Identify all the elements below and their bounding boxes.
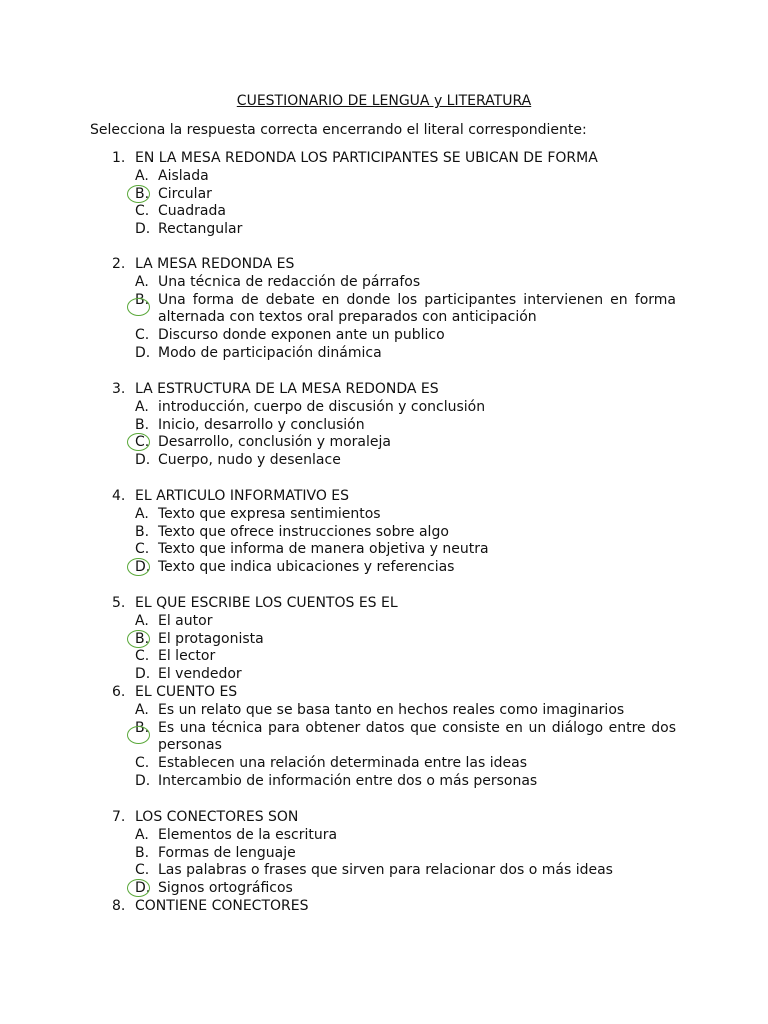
option-text: Una forma de debate en donde los participantes intervienen en forma alternada con textos oral preparados con anticipación [158,291,676,326]
option-letter-text: C. [135,434,150,451]
option-letter-text: D. [135,666,151,683]
option-letter-text: B. [135,416,150,433]
question-number: 4. [112,488,126,504]
question-number: 6. [112,684,126,700]
question-text: CONTIENE CONECTORES [135,898,309,914]
option-letter [135,399,158,417]
options-list [112,399,676,470]
option-text: Es una técnica para obtener datos que consiste en un diálogo entre dos personas [158,719,676,754]
question-line [112,381,676,399]
option-letter [135,827,158,845]
option-letter [135,186,158,204]
option-letter-text: D. [135,452,151,469]
option-letter [135,631,158,649]
option-letter-text: B. [135,844,150,861]
option-text: Texto que informa de manera objetiva y neutra [158,541,489,558]
option-letter-text: B. [135,523,150,540]
question-1 [112,150,676,239]
option-letter-text: B. [135,291,150,308]
option-letter [135,648,158,666]
option-letter-text: A. [135,398,149,415]
option-d [112,666,676,684]
option-letter [135,559,158,577]
option-letter [135,702,158,720]
question-line [112,150,676,168]
option-letter [135,666,158,684]
option-letter-text: D. [135,772,151,789]
options-list [112,827,676,898]
option-letter-text: C. [135,541,150,558]
option-d [112,452,676,470]
option-letter-text: A. [135,701,149,718]
option-letter-text: A. [135,612,149,629]
question-text: LOS CONECTORES SON [135,809,299,825]
option-letter [135,452,158,470]
option-letter-text: B. [135,719,150,736]
option-letter-text: B. [135,185,150,202]
option-text: Texto que ofrece instrucciones sobre algo [158,523,449,540]
option-letter-text: C. [135,648,150,665]
option-letter [135,168,158,186]
question-number: 1. [112,150,126,166]
question-line [112,898,676,916]
option-a [112,274,676,292]
question-number: 3. [112,381,126,397]
option-letter [135,274,158,292]
question-2 [112,256,676,363]
option-b [112,292,676,328]
option-d [112,559,676,577]
question-8 [112,898,676,916]
options-list [112,274,676,363]
option-text: Formas de lenguaje [158,844,296,861]
option-c [112,203,676,221]
option-a [112,613,676,631]
option-d [112,880,676,898]
option-letter-text: B. [135,630,150,647]
options-list [112,168,676,239]
option-c [112,541,676,559]
instructions: Selecciona la respuesta correcta encerrando el literal correspondiente: [90,122,587,138]
answer-circle-mark [127,298,150,316]
option-letter-text: A. [135,273,149,290]
answer-circle-mark [127,630,150,648]
option-text: Cuadrada [158,203,226,220]
question-line [112,684,676,702]
question-4 [112,488,676,577]
option-b [112,417,676,435]
option-letter [135,755,158,773]
option-letter-text: C. [135,755,150,772]
question-number: 7. [112,809,126,825]
options-list [112,702,676,791]
option-text: Modo de participación dinámica [158,344,382,361]
option-letter-text: D. [135,221,151,238]
answer-circle-mark [127,726,150,744]
option-letter [135,880,158,898]
question-7 [112,809,676,898]
option-letter [135,292,158,328]
option-text: Texto que indica ubicaciones y referencias [158,559,455,576]
option-d [112,345,676,363]
options-list [112,613,676,684]
question-line [112,488,676,506]
option-letter [135,541,158,559]
option-a [112,506,676,524]
option-letter [135,327,158,345]
option-text: El vendedor [158,666,242,683]
option-letter [135,203,158,221]
question-line [112,595,676,613]
option-a [112,399,676,417]
option-letter [135,221,158,239]
question-3 [112,381,676,470]
question-6 [112,684,676,791]
question-line [112,809,676,827]
option-text: El protagonista [158,630,264,647]
question-text: LA MESA REDONDA ES [135,256,295,272]
question-text: EL ARTICULO INFORMATIVO ES [135,488,350,504]
option-letter-text: A. [135,826,149,843]
option-text: introducción, cuerpo de discusión y conclusión [158,398,486,415]
option-text: Una técnica de redacción de párrafos [158,273,421,290]
option-text: Elementos de la escritura [158,826,338,843]
option-text: Cuerpo, nudo y desenlace [158,452,341,469]
option-d [112,773,676,791]
question-text: EN LA MESA REDONDA LOS PARTICIPANTES SE UBICAN DE FORMA [135,150,598,166]
option-letter-text: D. [135,344,151,361]
option-b [112,631,676,649]
option-text: Las palabras o frases que sirven para relacionar dos o más ideas [158,862,613,879]
option-a [112,827,676,845]
option-letter-text: D. [135,880,151,897]
question-number: 8. [112,898,126,914]
option-letter [135,845,158,863]
answer-circle-mark [127,185,150,203]
option-letter [135,773,158,791]
option-text: Aislada [158,167,209,184]
option-letter [135,417,158,435]
question-text: EL QUE ESCRIBE LOS CUENTOS ES EL [135,595,398,611]
option-d [112,221,676,239]
option-letter [135,434,158,452]
option-text: Circular [158,185,212,202]
option-a [112,702,676,720]
option-letter-text: C. [135,862,150,879]
option-text: El autor [158,612,213,629]
option-c [112,434,676,452]
option-letter [135,345,158,363]
question-line [112,256,676,274]
question-number: 2. [112,256,126,272]
option-letter [135,524,158,542]
option-c [112,327,676,345]
option-letter [135,720,158,756]
options-list [112,506,676,577]
document-title: CUESTIONARIO DE LENGUA y LITERATURA [236,93,532,109]
option-text: Desarrollo, conclusión y moraleja [158,434,391,451]
option-text: El lector [158,648,216,665]
option-c [112,755,676,773]
option-a [112,168,676,186]
question-number: 5. [112,595,126,611]
option-text: Rectangular [158,221,243,238]
option-letter [135,613,158,631]
option-letter-text: C. [135,327,150,344]
option-text: Inicio, desarrollo y conclusión [158,416,365,433]
option-letter-text: D. [135,559,151,576]
option-text: Discurso donde exponen ante un publico [158,327,445,344]
option-text: Es un relato que se basa tanto en hechos reales como imaginarios [158,701,625,718]
option-b [112,845,676,863]
option-b [112,186,676,204]
question-5 [112,595,676,684]
option-letter [135,506,158,524]
option-text: Establecen una relación determinada entre las ideas [158,755,527,772]
option-text: Intercambio de información entre dos o más personas [158,772,538,789]
option-text: Signos ortográficos [158,880,293,897]
option-b [112,524,676,542]
option-c [112,648,676,666]
question-text: LA ESTRUCTURA DE LA MESA REDONDA ES [135,381,439,397]
option-letter [135,862,158,880]
option-text: Texto que expresa sentimientos [158,505,381,522]
option-letter-text: A. [135,505,149,522]
option-c [112,862,676,880]
option-letter-text: C. [135,203,150,220]
question-text: EL CUENTO ES [135,684,238,700]
option-b [112,720,676,756]
option-letter-text: A. [135,167,149,184]
